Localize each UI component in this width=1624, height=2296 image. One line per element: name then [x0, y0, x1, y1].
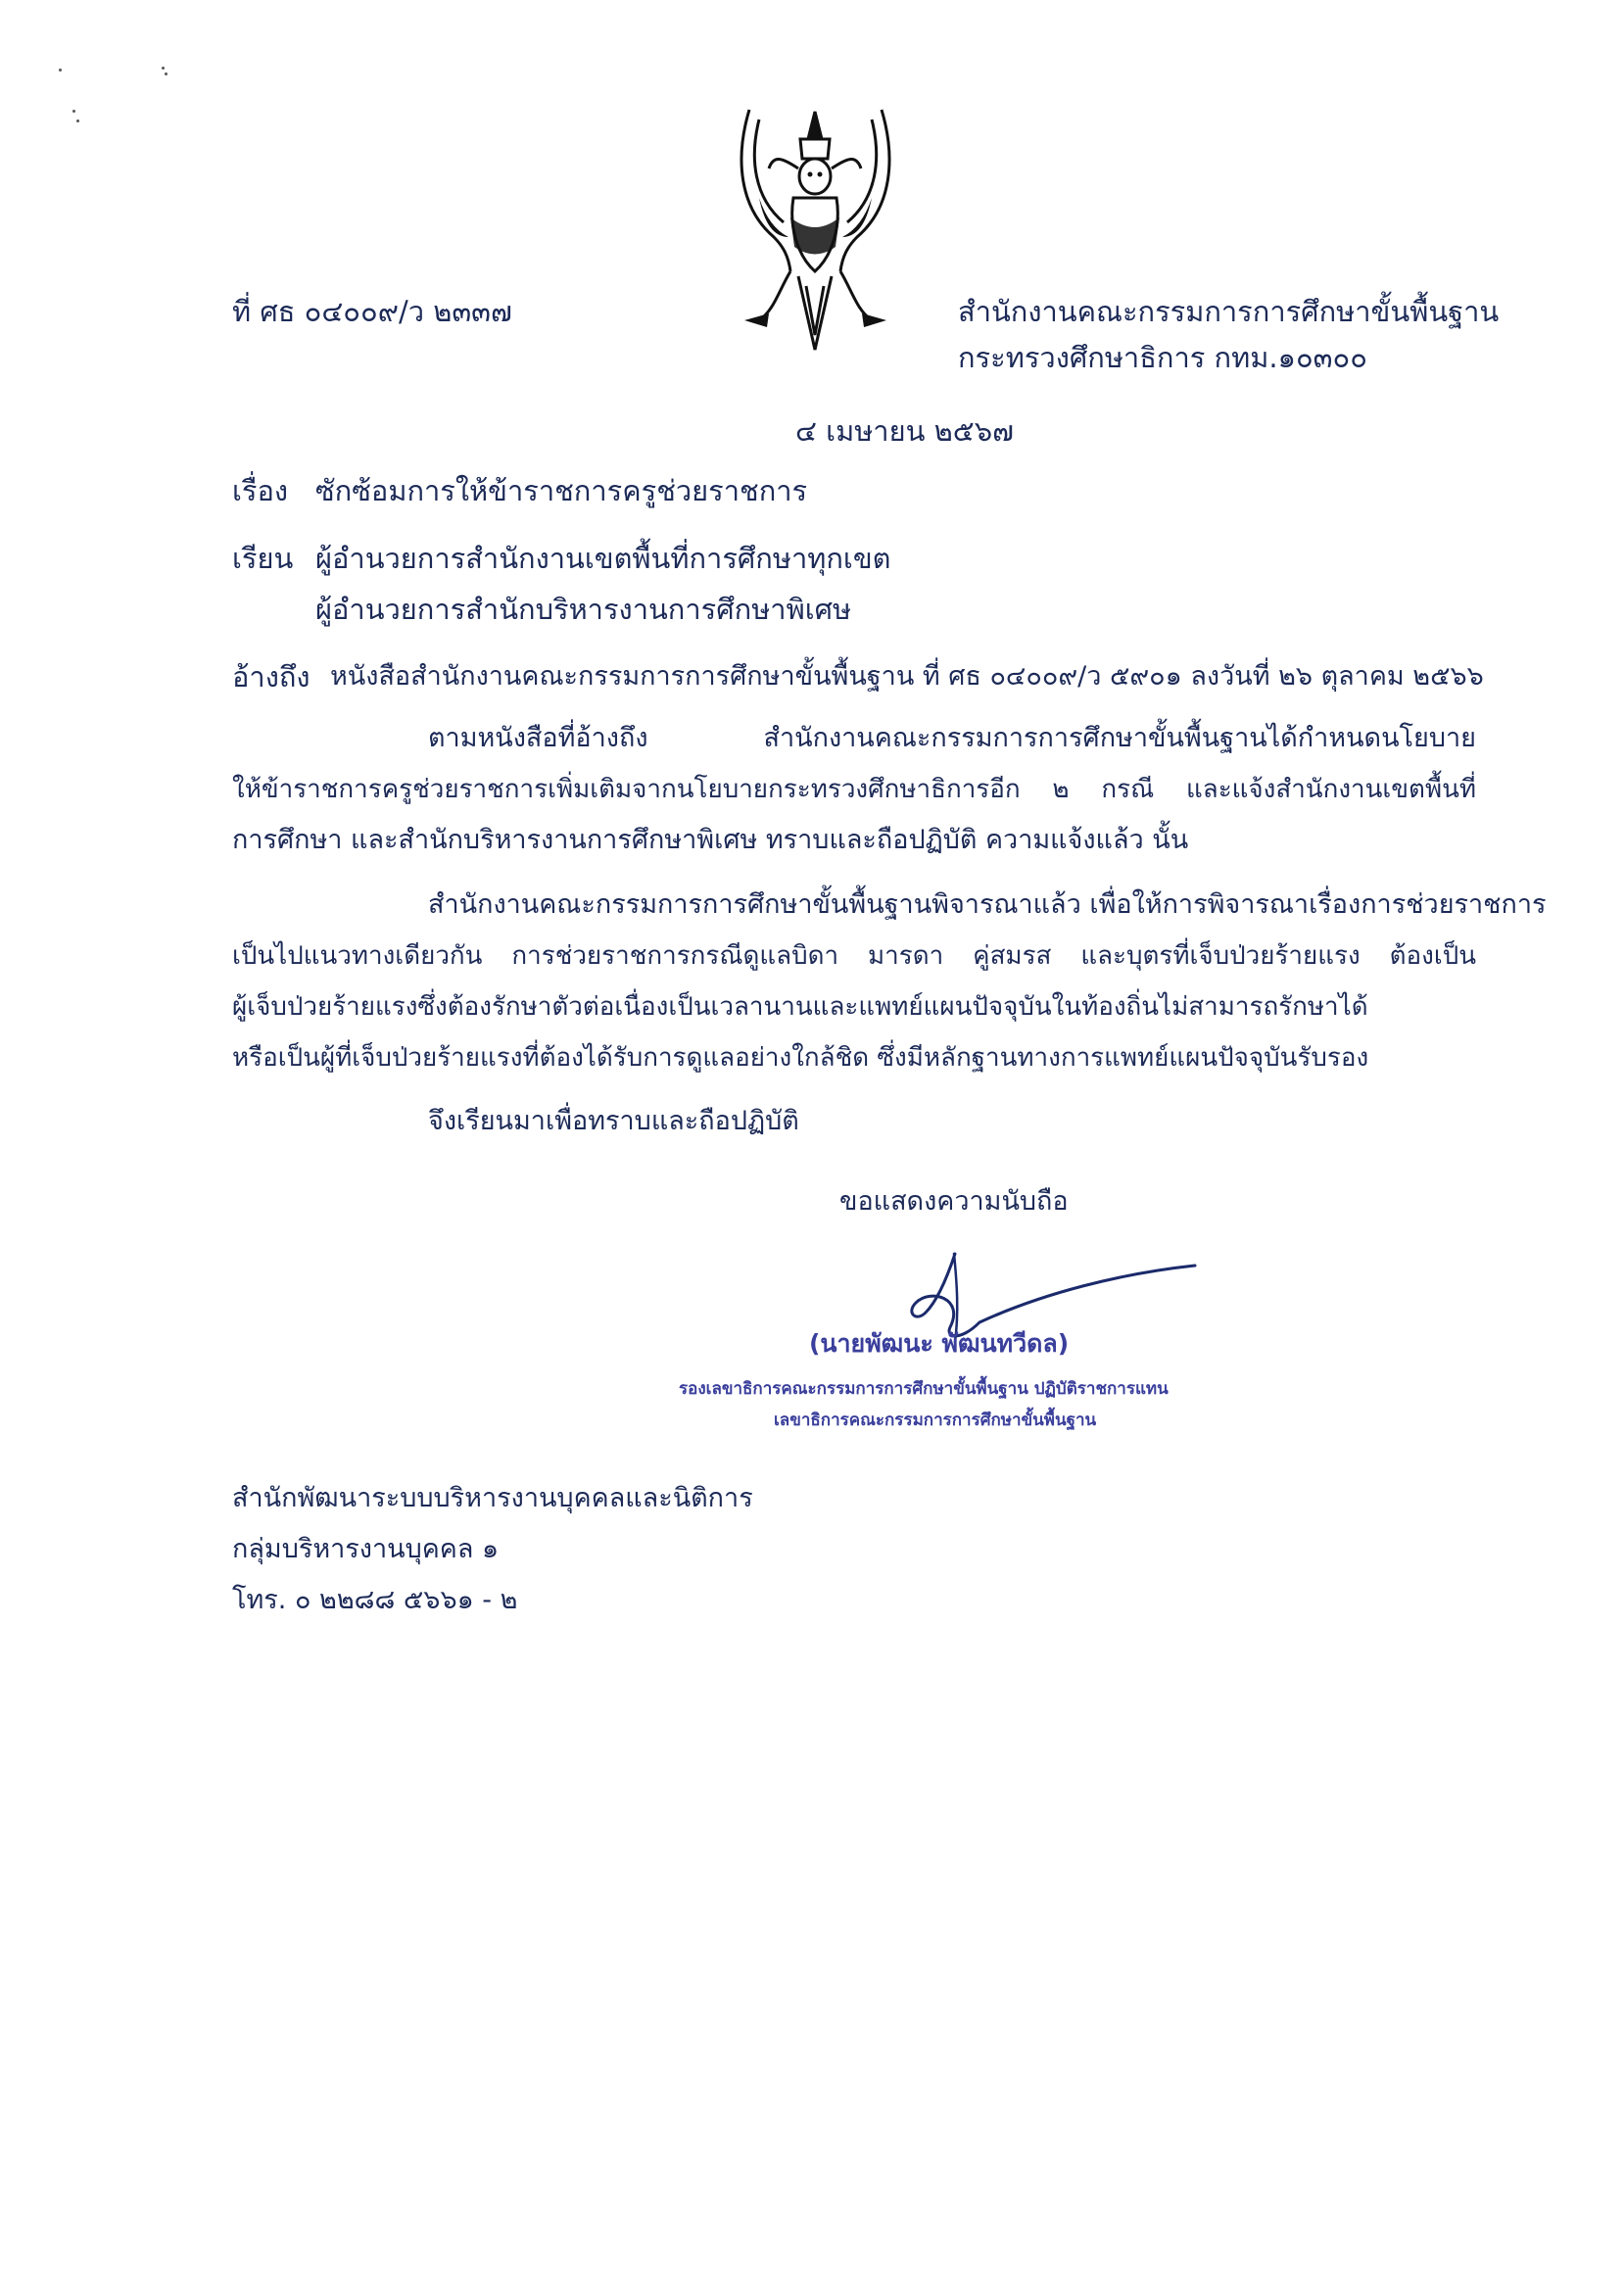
signer-title-line-1: รองเลขาธิการคณะกรรมการการศึกษาขั้นพื้นฐาน ปฏิบัติราชการแทน	[679, 1379, 1169, 1399]
recipient-label: เรียน	[232, 542, 294, 575]
garuda-emblem-icon	[730, 100, 901, 357]
reference-label: อ้างถึง	[232, 660, 310, 694]
subject-label: เรื่อง	[232, 474, 289, 507]
reference-text: หนังสือสำนักงานคณะกรรมการการศึกษาขั้นพื้นฐาน ที่ ศธ ๐๔๐๐๙/ว ๕๙๐๑ ลงวันที่ ๒๖ ตุลาคม ๒๕๖๖	[330, 661, 1484, 692]
paragraph-1-line-1: ตามหนังสือที่อ้างถึง สำนักงานคณะกรรมการการศึกษาขั้นพื้นฐานได้กำหนดนโยบาย	[428, 723, 1476, 753]
footer-department: สำนักพัฒนาระบบบริหารงานบุคคลและนิติการ	[232, 1483, 753, 1513]
recipient-line-1: ผู้อำนวยการสำนักงานเขตพื้นที่การศึกษาทุกเขต	[315, 542, 891, 575]
subject-text: ซักซ้อมการให้ข้าราชการครูช่วยราชการ	[315, 474, 808, 507]
paragraph-2-line-4: หรือเป็นผู้ที่เจ็บป่วยร้ายแรงที่ต้องได้รับการดูแลอย่างใกล้ชิด ซึ่งมีหลักฐานทางการแพทย์แผนปัจจุบันรับรอง	[232, 1043, 1369, 1073]
footer-group: กลุ่มบริหารงานบุคคล ๑	[232, 1534, 500, 1564]
office-address: กระทรวงศึกษาธิการ กทม.๑๐๓๐๐	[958, 341, 1367, 374]
closing-regards: ขอแสดงความนับถือ	[839, 1186, 1069, 1217]
recipient-line-2: ผู้อำนวยการสำนักบริหารงานการศึกษาพิเศษ	[315, 593, 852, 626]
issuing-office: สำนักงานคณะกรรมการการศึกษาขั้นพื้นฐาน	[958, 295, 1500, 328]
paragraph-2-line-1: สำนักงานคณะกรรมการการศึกษาขั้นพื้นฐานพิจารณาแล้ว เพื่อให้การพิจารณาเรื่องการช่วยราชการ	[428, 889, 1547, 920]
document-date: ๔ เมษายน ๒๕๖๗	[795, 414, 1014, 448]
paragraph-3: จึงเรียนมาเพื่อทราบและถือปฏิบัติ	[428, 1106, 799, 1136]
paragraph-1-line-3: การศึกษา และสำนักบริหารงานการศึกษาพิเศษ ทราบและถือปฏิบัติ ความแจ้งแล้ว นั้น	[232, 825, 1189, 855]
signer-name: (นายพัฒนะ พัฒนทวีดล)	[809, 1329, 1070, 1358]
paragraph-1-line-2: ให้ข้าราชการครูช่วยราชการเพิ่มเติมจากนโยบายกระทรวงศึกษาธิการอีก ๒ กรณี และแจ้งสำนักงานเขตพื้นที่	[232, 775, 1476, 804]
paragraph-2-line-3: ผู้เจ็บป่วยร้ายแรงซึ่งต้องรักษาตัวต่อเนื่องเป็นเวลานานและแพทย์แผนปัจจุบันในท้องถิ่นไม่สามารถรักษาได้	[232, 992, 1368, 1022]
signer-title-line-2: เลขาธิการคณะกรรมการการศึกษาขั้นพื้นฐาน	[774, 1411, 1097, 1430]
footer-phone: โทร. ๐ ๒๒๘๘ ๕๖๖๑ - ๒	[232, 1585, 518, 1615]
paragraph-2-line-2: เป็นไปแนวทางเดียวกัน การช่วยราชการกรณีดูแลบิดา มารดา คู่สมรส และบุตรที่เจ็บป่วยร้ายแรง ต้องเป็น	[232, 941, 1476, 971]
reference-number: ที่ ศธ ๐๔๐๐๙/ว ๒๓๓๗	[232, 295, 512, 328]
